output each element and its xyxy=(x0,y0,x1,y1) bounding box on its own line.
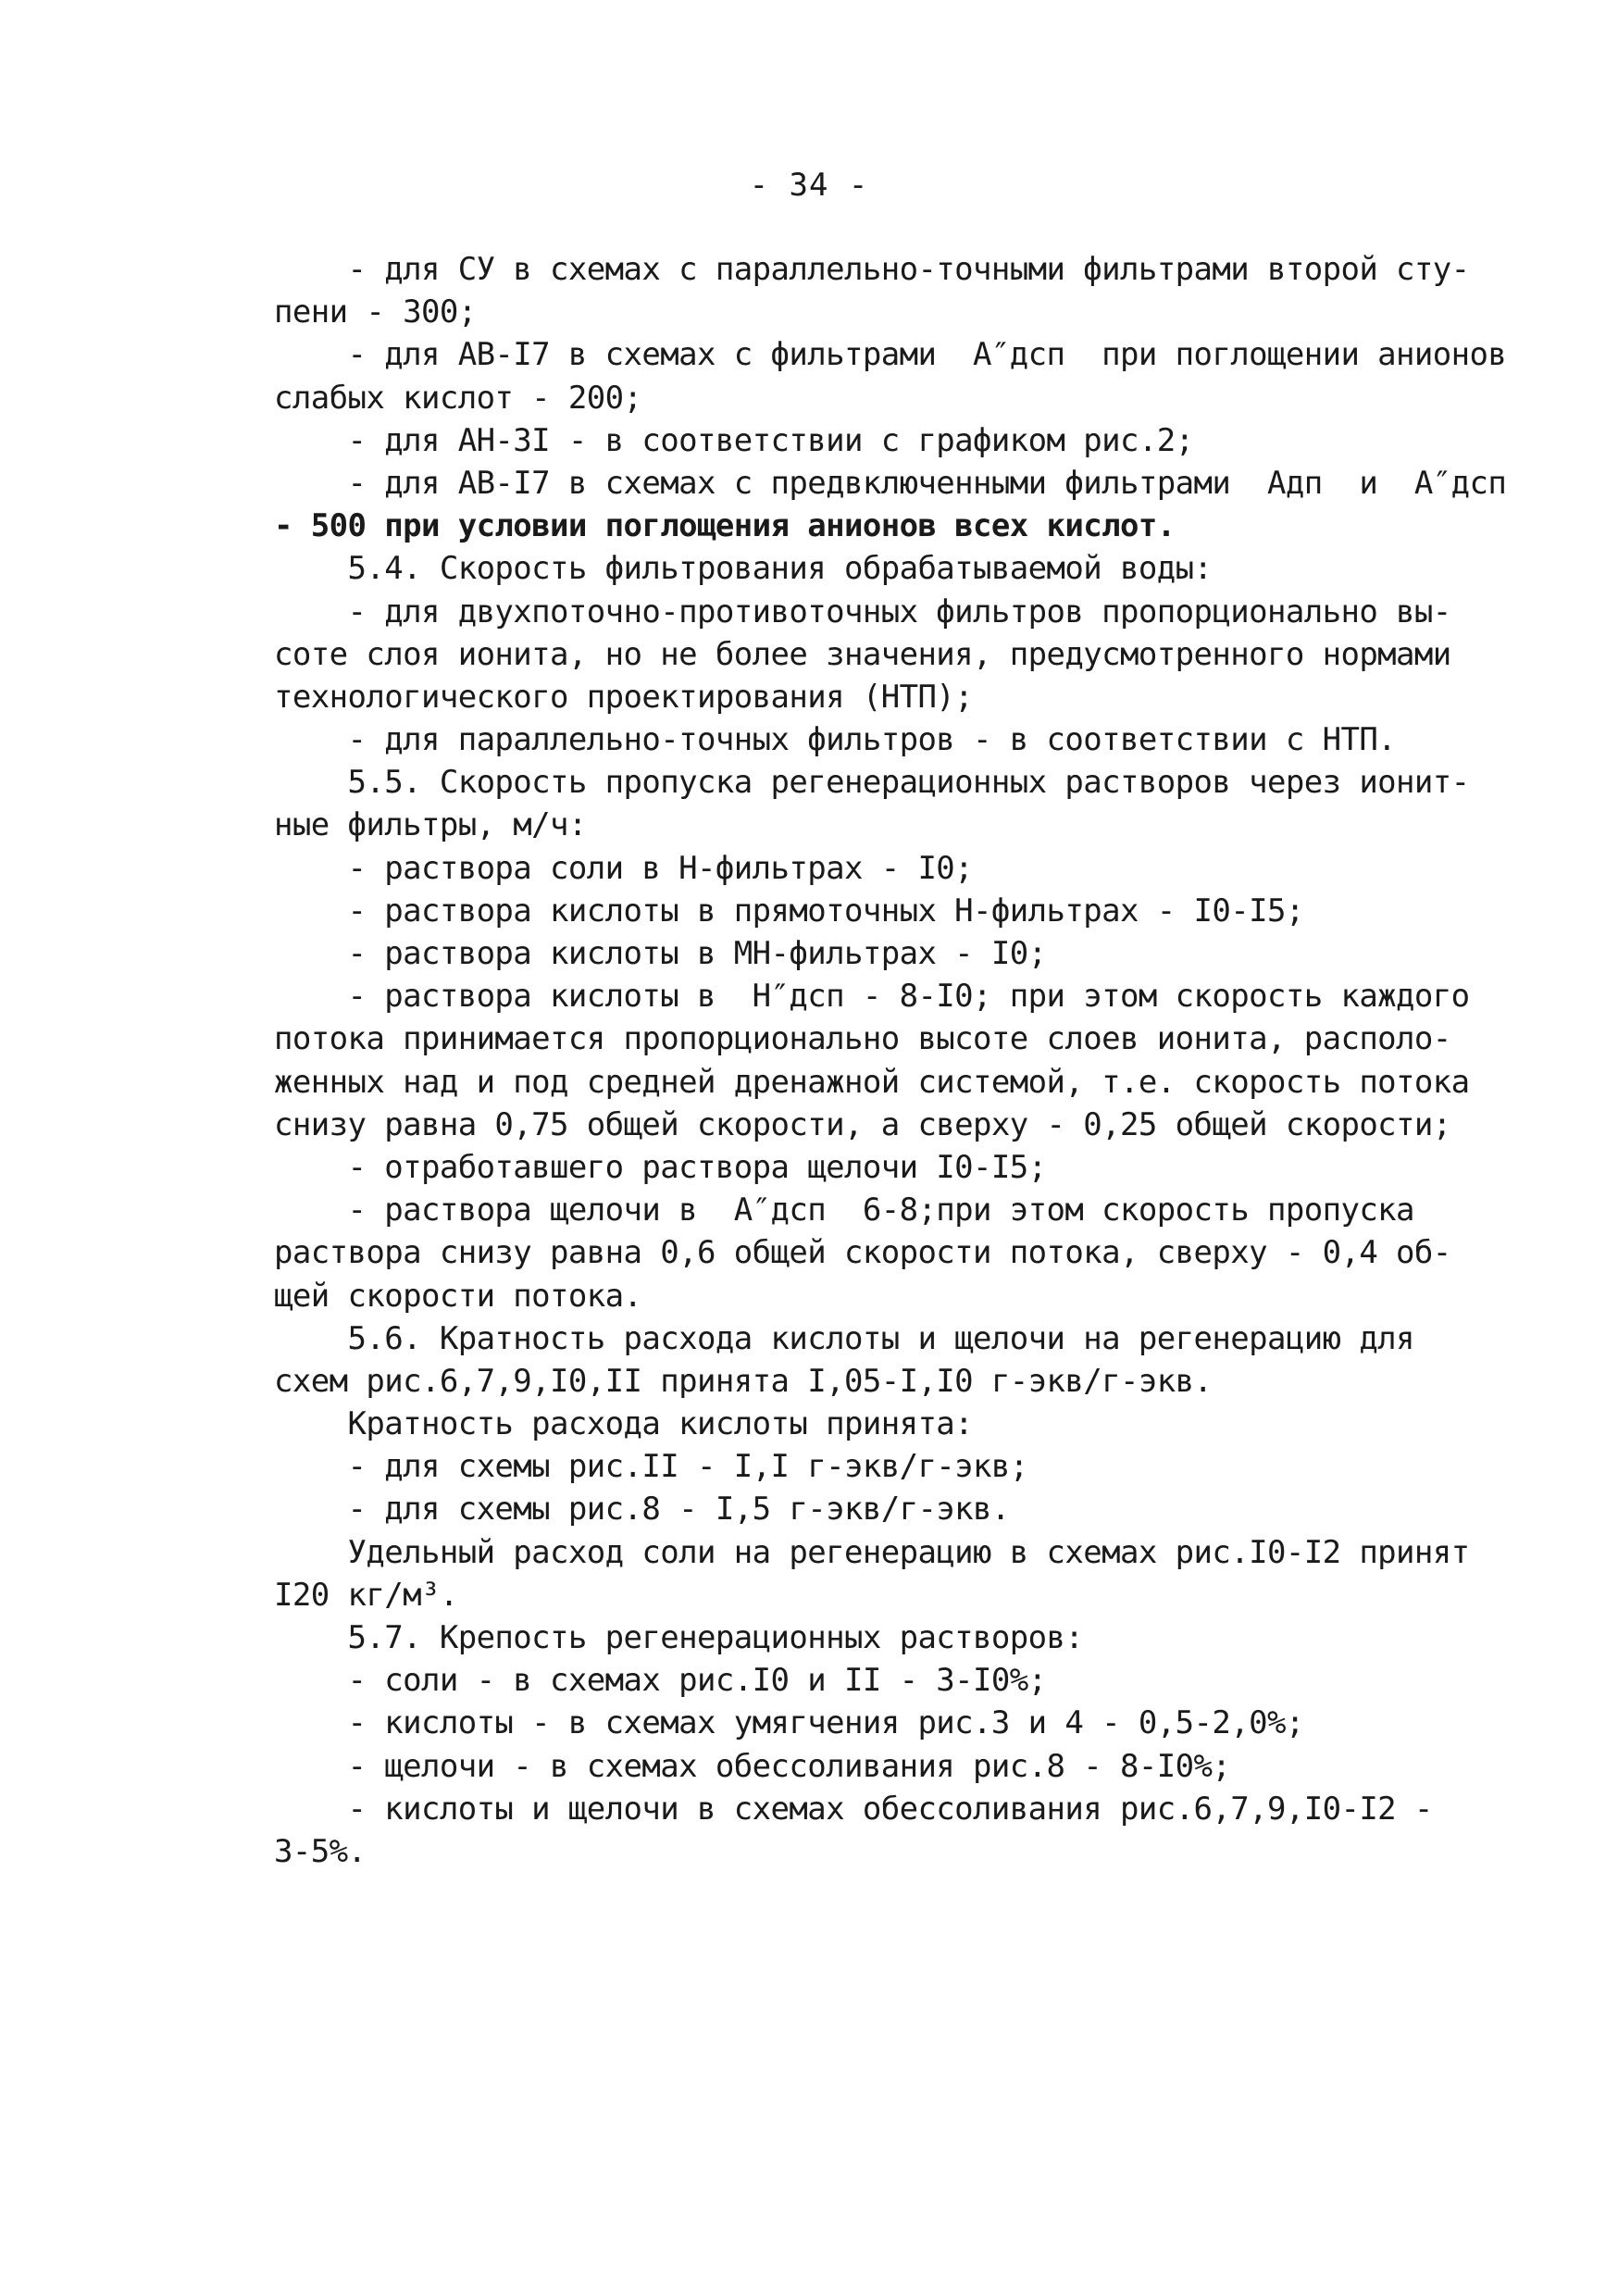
text-line: - для АН-3I - в соответствии с графиком рис.2; xyxy=(274,421,1194,459)
text-line: технологического проектирования (НТП); xyxy=(274,678,974,716)
text-line: - для схемы рис.8 - I,5 г-экв/г-экв. xyxy=(274,1491,1010,1529)
text-line: - раствора соли в Н-фильтрах - I0; xyxy=(274,849,974,887)
text-line: 5.7. Крепость регенерационных растворов: xyxy=(274,1619,1084,1656)
text-line: I20 кг/м³. xyxy=(274,1576,458,1614)
text-line: - для АВ-I7 в схемах с предвключенными фильтрами Aдп и A″дсп xyxy=(274,464,1507,502)
text-line: 3-5%. xyxy=(274,1832,367,1870)
text-line: - раствора кислоты в H″дсп - 8-I0; при этом скорость каждого xyxy=(274,978,1470,1016)
text-line: щей скорости потока. xyxy=(274,1277,642,1315)
text-line: 5.6. Кратность расхода кислоты и щелочи на регенерацию для xyxy=(274,1319,1414,1357)
text-line: снизу равна 0,75 общей скорости, а сверху - 0,25 общей скорости; xyxy=(274,1105,1451,1143)
text-line: - отработавшего раствора щелочи I0-I5; xyxy=(274,1148,1047,1186)
page-number: - 34 - xyxy=(749,167,869,204)
body-text xyxy=(274,248,1507,1873)
text-line: - для схемы рис.II - I,I г-экв/г-экв; xyxy=(274,1448,1028,1486)
text-line: - для СУ в схемах с параллельно-точными фильтрами второй сту- xyxy=(274,251,1470,288)
text-line: - 500 при условии поглощения анионов всех кислот. xyxy=(274,507,1176,545)
text-line: - раствора кислоты в МН-фильтрах - I0; xyxy=(274,935,1047,972)
text-line: слабых кислот - 200; xyxy=(274,379,642,417)
text-line: - соли - в схемах рис.I0 и II - 3-I0%; xyxy=(274,1662,1047,1700)
text-line: схем рис.6,7,9,I0,II принята I,05-I,I0 г-экв/г-экв. xyxy=(274,1362,1213,1400)
text-line: - кислоты - в схемах умягчения рис.3 и 4 - 0,5-2,0%; xyxy=(274,1704,1304,1742)
text-line: - щелочи - в схемах обессоливания рис.8 - 8-I0%; xyxy=(274,1747,1231,1785)
text-line: - кислоты и щелочи в схемах обессоливания рис.6,7,9,I0-I2 - xyxy=(274,1790,1433,1828)
text-line: ные фильтры, м/ч: xyxy=(274,806,587,844)
text-line: - раствора щелочи в A″дсп 6-8;при этом скорость пропуска xyxy=(274,1192,1414,1229)
text-line: 5.4. Скорость фильтрования обрабатываемой воды: xyxy=(274,550,1213,588)
text-line: - для АВ-I7 в схемах с фильтрами A″дсп при поглощении анионов xyxy=(274,336,1507,374)
text-line: Удельный расход соли на регенерацию в схемах рис.I0-I2 принят xyxy=(274,1533,1470,1571)
text-line: - для двухпоточно-противоточных фильтров пропорционально вы- xyxy=(274,593,1451,630)
text-line: раствора снизу равна 0,6 общей скорости потока, сверху - 0,4 об- xyxy=(274,1234,1451,1272)
text-line: потока принимается пропорционально высоте слоев ионита, располо- xyxy=(274,1020,1451,1058)
text-line: пени - 300; xyxy=(274,293,477,331)
text-line: 5.5. Скорость пропуска регенерационных растворов через ионит- xyxy=(274,764,1470,802)
text-line: - для параллельно-точных фильтров - в соответствии с НТП. xyxy=(274,721,1397,759)
text-line: - раствора кислоты в прямоточных Н-фильтрах - I0-I5; xyxy=(274,892,1304,930)
text-line: соте слоя ионита, но не более значения, предусмотренного нормами xyxy=(274,635,1451,673)
text-line: Кратность расхода кислоты принята: xyxy=(274,1405,974,1443)
text-line: женных над и под средней дренажной системой, т.е. скорость потока xyxy=(274,1063,1470,1101)
